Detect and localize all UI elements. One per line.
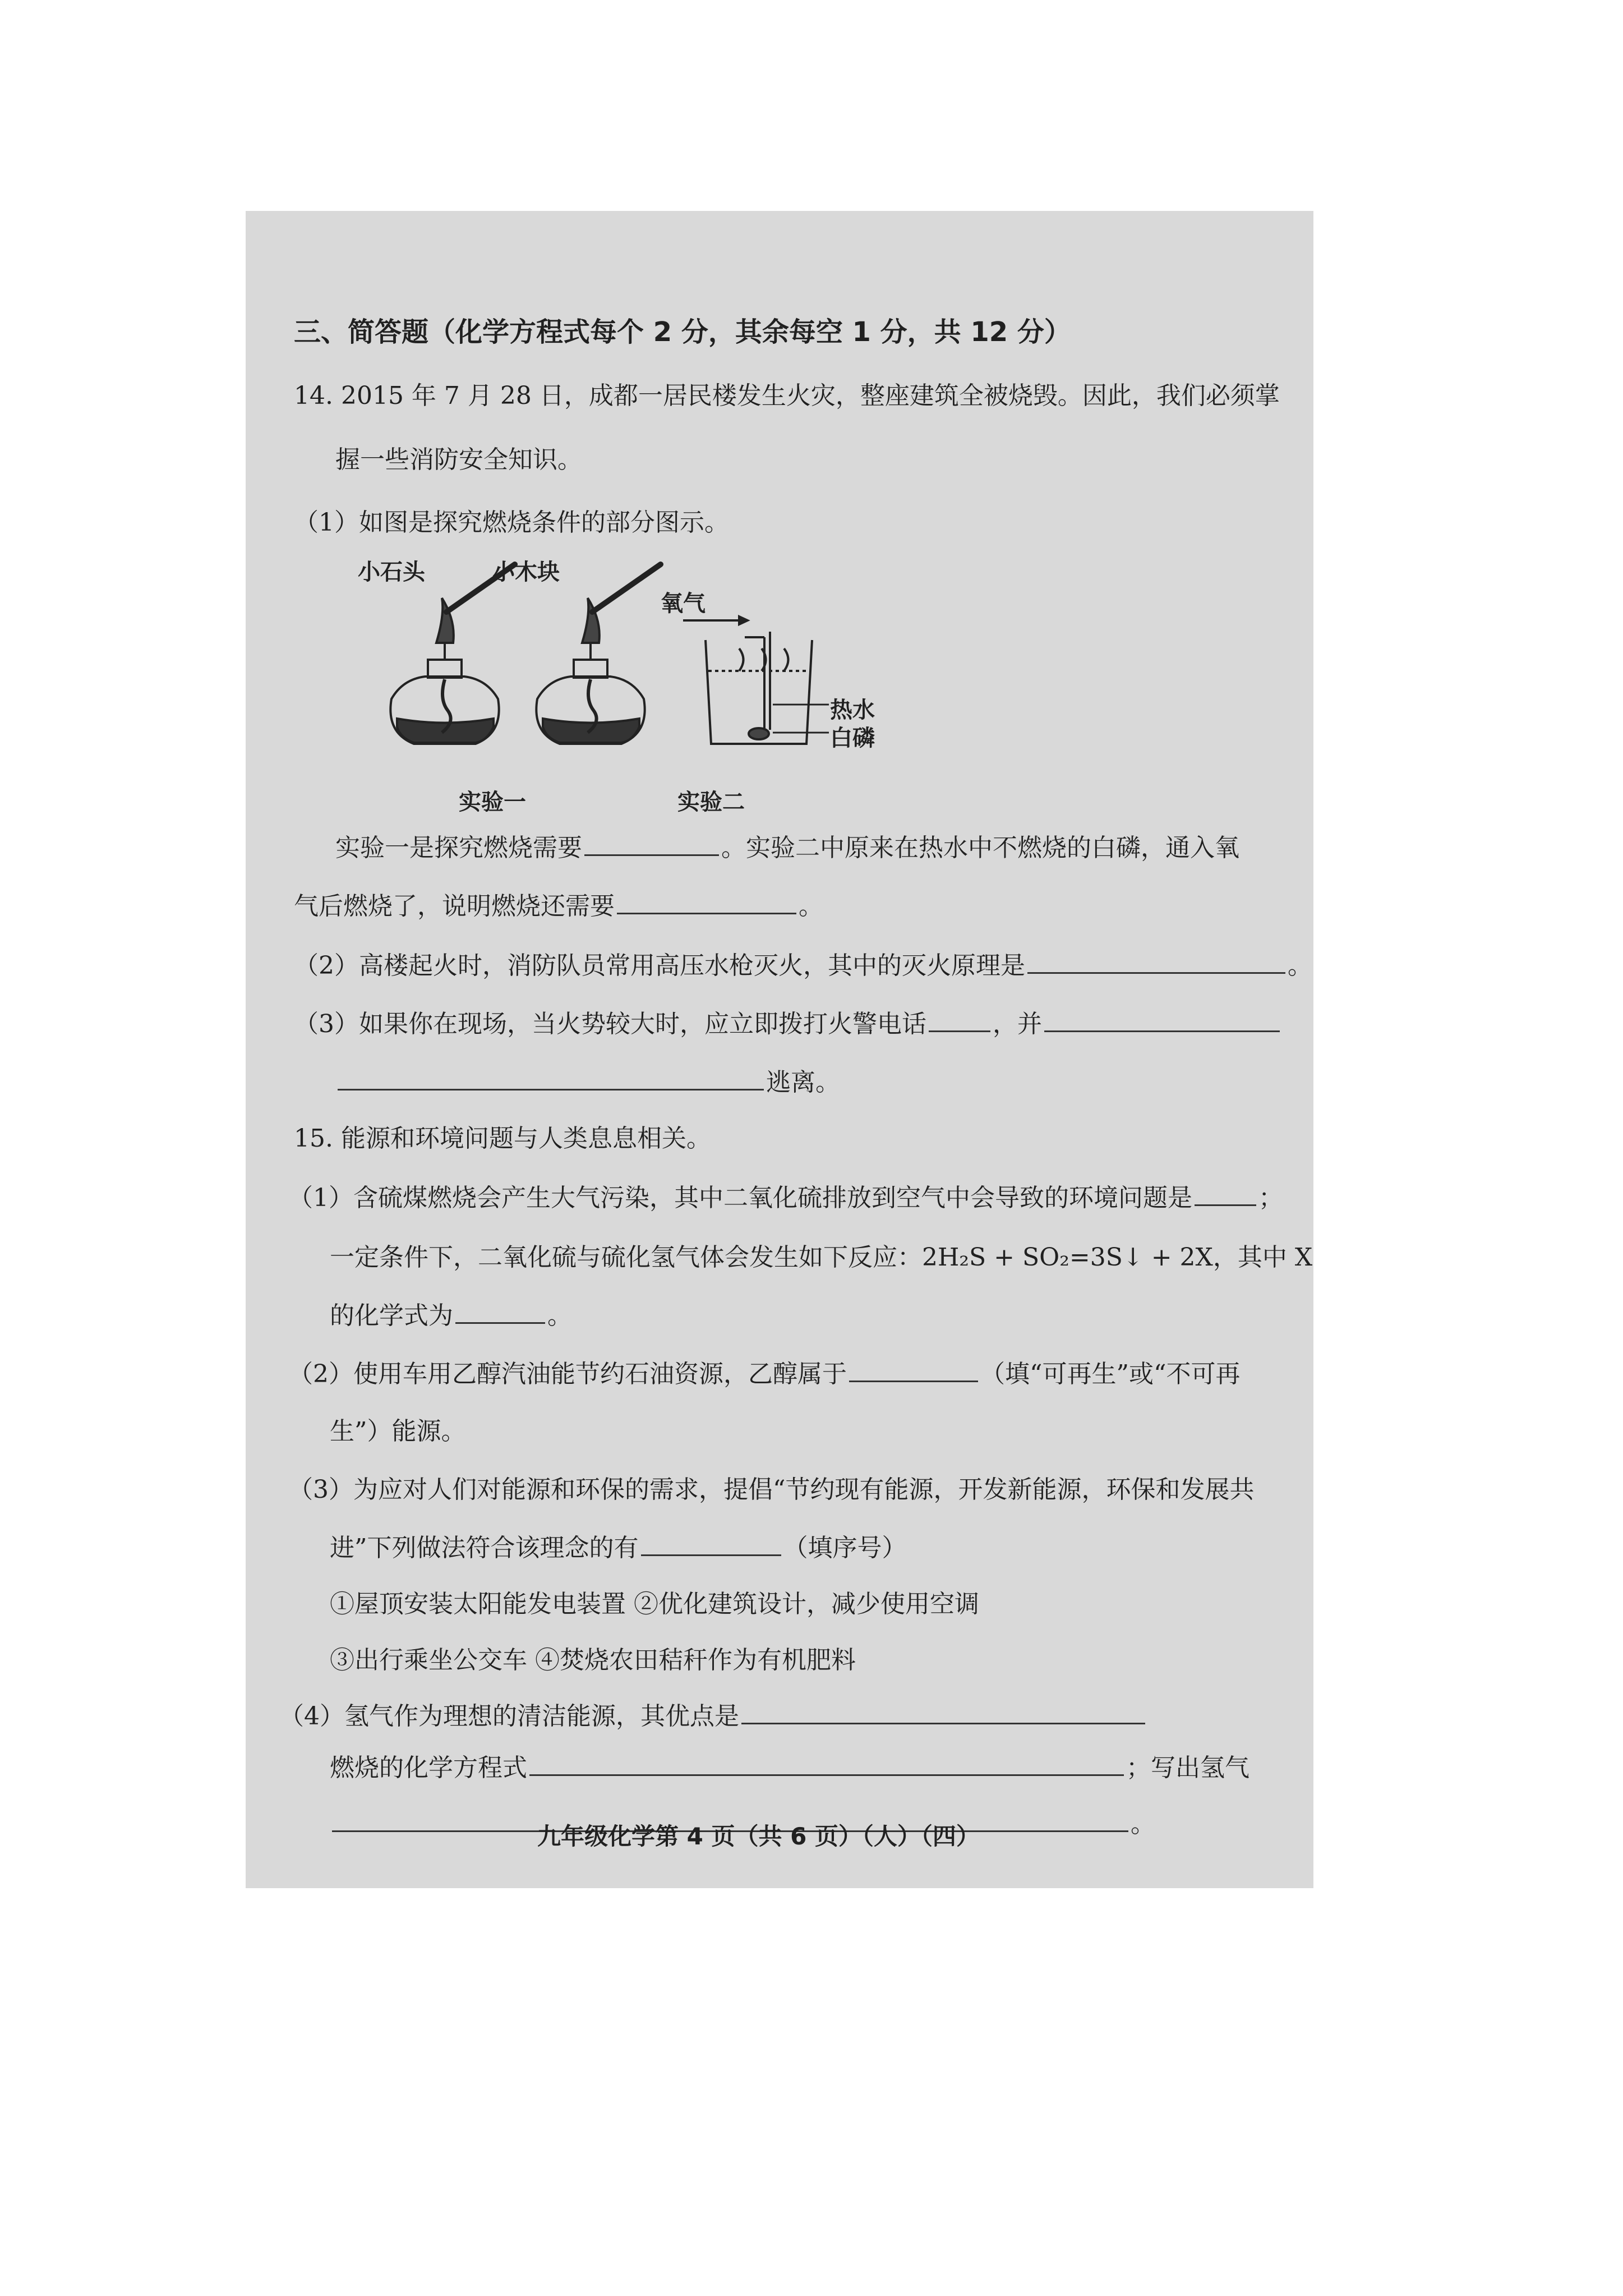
answer-blank-8[interactable] bbox=[455, 1300, 545, 1324]
q14-part2: （2）高楼起火时，消防队员常用高压水枪灭火，其中的灭火原理是 。 bbox=[294, 949, 1312, 983]
answer-blank-6[interactable] bbox=[338, 1066, 764, 1091]
tongs-2 bbox=[592, 564, 661, 612]
answer-blank-4[interactable] bbox=[929, 1008, 990, 1032]
q14-part3-line1: （3）如果你在现场，当火势较大时，应立即拨打火警电话 ，并 bbox=[294, 1007, 1282, 1041]
label-white-phosphorus: 白磷 bbox=[830, 725, 875, 751]
answer-blank-9[interactable] bbox=[849, 1358, 978, 1382]
page-footer: 九年级化学第 4 页（共 6 页）（人）（四） bbox=[537, 1823, 980, 1850]
label-stone: 小石头 bbox=[358, 559, 425, 585]
q15-part3-line2: 进”下列做法符合该理念的有 （填序号） bbox=[330, 1531, 907, 1565]
beaker bbox=[683, 616, 812, 744]
alcohol-lamp-1 bbox=[390, 598, 499, 744]
q14-part1-prompt: （1）如图是探究燃烧条件的部分图示。 bbox=[294, 508, 729, 537]
q15-part1-line1: （1）含硫煤燃烧会产生大气污染，其中二氧化硫排放到空气中会导致的环境问题是 ； bbox=[288, 1181, 1283, 1215]
label-pointers bbox=[773, 705, 829, 733]
q14-part1-text-a: 实验一是探究燃烧需要 。实验二中原来在热水中不燃烧的白磷，通入氧 bbox=[335, 831, 1239, 865]
label-hot-water: 热水 bbox=[830, 697, 875, 723]
exam-page bbox=[246, 211, 1313, 1888]
q15-part4-line1: （4）氢气作为理想的清洁能源，其优点是 bbox=[279, 1700, 1147, 1733]
answer-blank-10[interactable] bbox=[641, 1532, 781, 1556]
answer-blank-5[interactable] bbox=[1044, 1008, 1280, 1032]
q15-part1-line2: 一定条件下，二氧化硫与硫化氢气体会发生如下反应：2H₂S + SO₂=3S↓ + 2X，其中 X bbox=[330, 1243, 1313, 1272]
q14-part3-line2: 逃离。 bbox=[335, 1066, 840, 1099]
answer-blank-1[interactable] bbox=[584, 832, 719, 856]
caption-experiment-1: 实验一 bbox=[459, 789, 526, 815]
q15-option-line1: ①屋顶安装太阳能发电装置 ②优化建筑设计，减少使用空调 bbox=[330, 1590, 979, 1618]
q14-part1-text-b: 气后燃烧了，说明燃烧还需要 。 bbox=[294, 890, 823, 923]
q15-part2-line1: （2）使用车用乙醇汽油能节约石油资源，乙醇属于 （填“可再生”或“不可再 bbox=[288, 1358, 1240, 1391]
alcohol-lamp-2 bbox=[536, 598, 644, 744]
answer-blank-11[interactable] bbox=[741, 1700, 1145, 1724]
q15-part3-line1: （3）为应对人们对能源和环保的需求，提倡“节约现有能源，开发新能源，环保和发展共 bbox=[288, 1475, 1255, 1504]
q15-part4-line2: 燃烧的化学方程式 ；写出氢气 bbox=[330, 1751, 1249, 1785]
combustion-experiment-figure bbox=[347, 559, 907, 806]
answer-blank-2[interactable] bbox=[617, 890, 796, 914]
section-heading: 三、简答题（化学方程式每个 2 分，其余每空 1 分，共 12 分） bbox=[294, 316, 1071, 348]
q15-part2-line2: 生”）能源。 bbox=[330, 1417, 466, 1446]
q15-intro: 15. 能源和环境问题与人类息息相关。 bbox=[294, 1124, 711, 1153]
q15-part1-line3: 的化学式为 。 bbox=[330, 1299, 572, 1333]
answer-blank-12[interactable] bbox=[529, 1752, 1124, 1776]
answer-blank-3[interactable] bbox=[1027, 950, 1285, 974]
q15-option-line2: ③出行乘坐公交车 ④焚烧农田秸秆作为有机肥料 bbox=[330, 1646, 856, 1674]
answer-blank-7[interactable] bbox=[1195, 1182, 1256, 1206]
q15-part4-line3: 。 bbox=[330, 1807, 1155, 1841]
label-oxygen: 氧气 bbox=[661, 591, 706, 616]
label-wood: 小木块 bbox=[492, 559, 560, 585]
q14-intro-line2: 握一些消防安全知识。 bbox=[335, 445, 582, 474]
q14-intro-line1: 14. 2015 年 7 月 28 日，成都一居民楼发生火灾，整座建筑全被烧毁。因此，我们必须掌 bbox=[294, 381, 1280, 410]
caption-experiment-2: 实验二 bbox=[677, 789, 745, 815]
